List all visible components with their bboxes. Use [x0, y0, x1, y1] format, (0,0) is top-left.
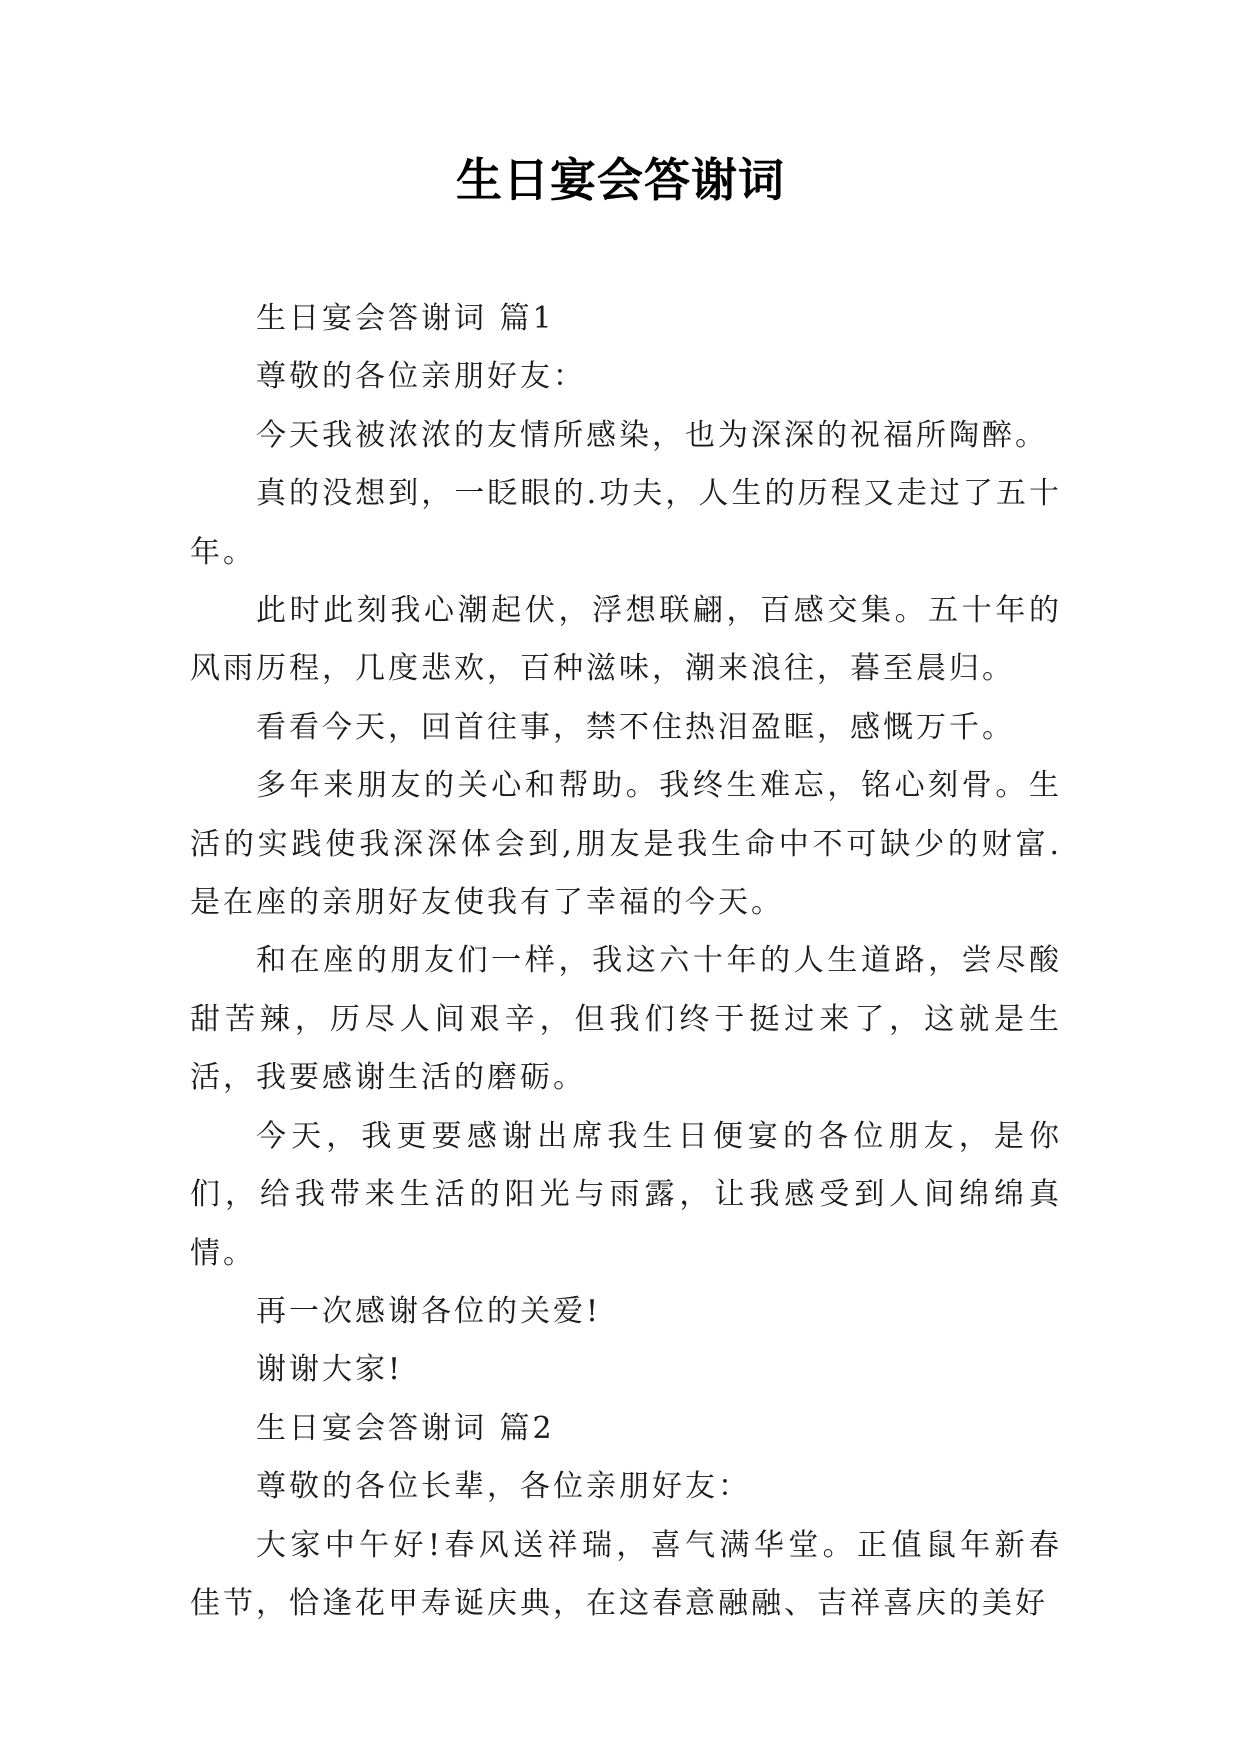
- paragraph: 谢谢大家!: [256, 1352, 404, 1388]
- paragraph: 今天我被浓浓的友情所感染，也为深深的祝福所陶醉。: [256, 417, 1048, 453]
- paragraph: 看看今天，回首往事，禁不住热泪盈眶，感慨万千。: [256, 709, 1015, 745]
- paragraph: 多年来朋友的关心和帮助。我终生难忘，铭心刻骨。生活的实践使我深深体会到,朋友是我生命中不可缺少的财富.是在座的亲朋好友使我有了幸福的今天。: [190, 768, 1062, 921]
- paragraph: 真的没想到，一眨眼的.功夫，人生的历程又走过了五十年。: [190, 476, 1062, 570]
- section-heading-2: 生日宴会答谢词 篇2: [256, 1410, 555, 1446]
- section-heading-1: 生日宴会答谢词 篇1: [256, 301, 555, 336]
- paragraph: 今天，我更要感谢出席我生日便宴的各位朋友，是你们，给我带来生活的阳光与雨露，让我感受到人间绵绵真情。: [190, 1118, 1062, 1271]
- document-title: 生日宴会答谢词: [456, 153, 785, 207]
- paragraph: 再一次感谢各位的关爱!: [256, 1293, 602, 1329]
- document-body: [190, 290, 1062, 1633]
- paragraph: 大家中午好!春风送祥瑞，喜气满华堂。正值鼠年新春佳节，恰逢花甲寿诞庆典，在这春意融融、吉祥喜庆的美好: [190, 1527, 1062, 1621]
- salutation-1: 尊敬的各位亲朋好友：: [256, 359, 586, 395]
- salutation-2: 尊敬的各位长辈，各位亲朋好友：: [256, 1469, 751, 1505]
- paragraph: 此时此刻我心潮起伏，浮想联翩，百感交集。五十年的风雨历程，几度悲欢，百种滋味，潮来浪往，暮至晨归。: [190, 593, 1062, 687]
- paragraph: 和在座的朋友们一样，我这六十年的人生道路，尝尽酸甜苦辣，历尽人间艰辛，但我们终于挺过来了，这就是生活，我要感谢生活的磨砺。: [190, 943, 1062, 1096]
